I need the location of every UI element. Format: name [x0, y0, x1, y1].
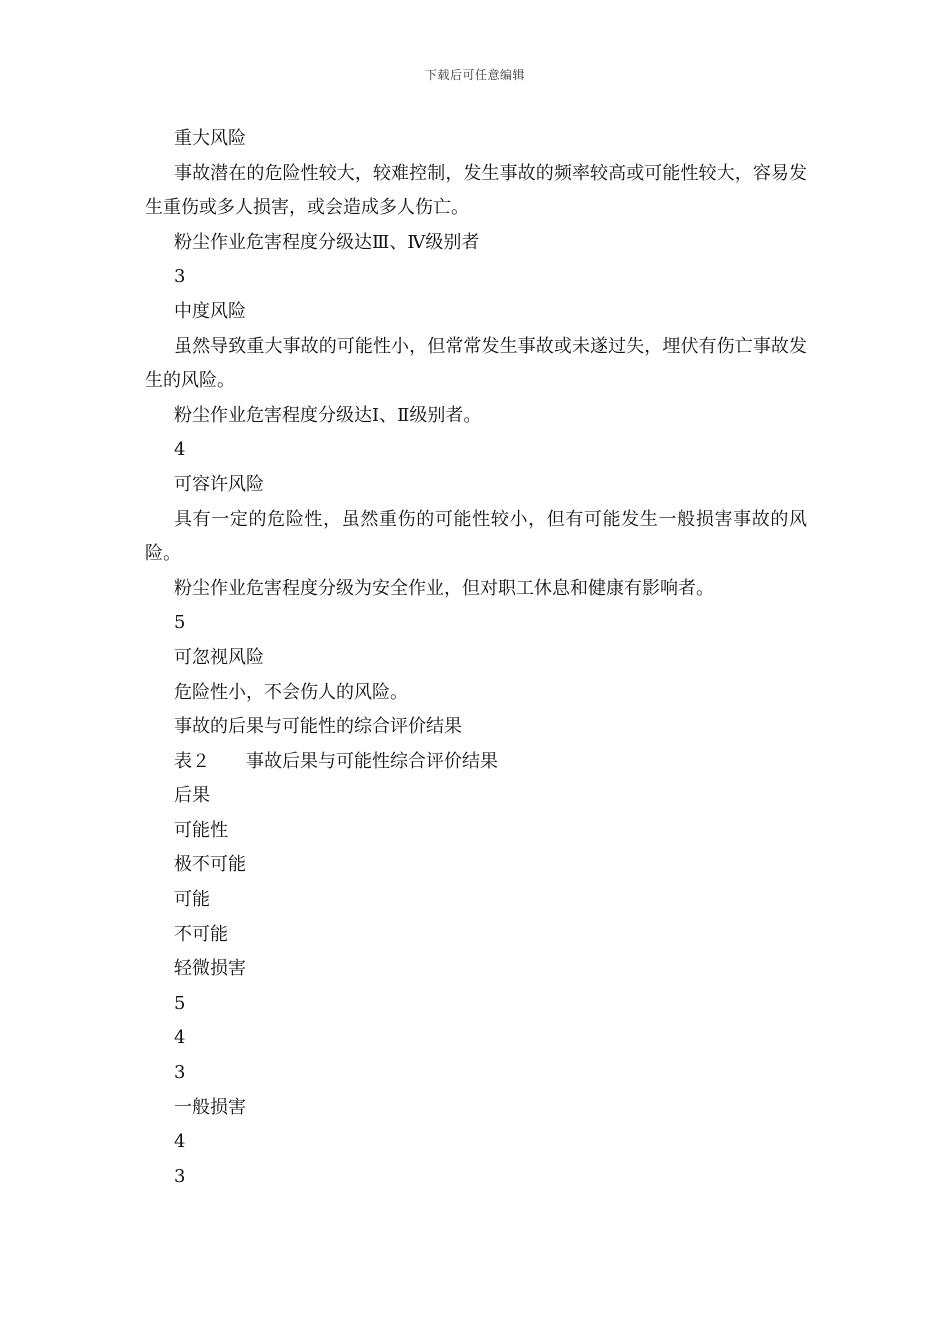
paragraph-level-2-title: 重大风险: [174, 128, 246, 149]
paragraph-section-heading: 事故的后果与可能性的综合评价结果: [174, 716, 462, 738]
paragraph-level-4-description: 具有一定的危险性，虽然重伤的可能性较小，但有可能发生一般损害事故的风险。: [145, 508, 807, 565]
paragraph-level-5-description: 危险性小，不会伤人的风险。: [174, 681, 408, 703]
paragraph-level-2-dust: 粉尘作业危害程度分级达Ⅲ、Ⅳ级别者: [174, 231, 480, 253]
table-cell-value: 3: [174, 1062, 186, 1084]
paragraph-level-4-number: 4: [174, 439, 186, 461]
table-cell-very-unlikely: 极不可能: [174, 854, 246, 876]
paragraph-level-5-title: 可忽视风险: [174, 646, 264, 668]
table-cell-value: 3: [174, 1165, 186, 1187]
paragraph-level-3-title: 中度风险: [174, 300, 246, 322]
table-cell-general-harm: 一般损害: [174, 1096, 246, 1118]
table-cell-value: 5: [174, 992, 186, 1014]
table-cell-unlikely: 不可能: [174, 923, 228, 945]
table-cell-value: 4: [174, 1131, 186, 1153]
table-cell-likely: 可能: [174, 889, 210, 911]
table-caption: 表２ 事故后果与可能性综合评价结果: [174, 750, 498, 772]
table-cell-value: 4: [174, 1027, 186, 1049]
table-cell-likelihood-header: 可能性: [174, 819, 228, 841]
table-cell-consequence-header: 后果: [174, 785, 210, 807]
page-header: 下载后可任意编辑: [424, 68, 525, 82]
paragraph-level-4-dust: 粉尘作业危害程度分级为安全作业，但对职工休息和健康有影响者。: [174, 577, 714, 599]
table-cell-minor-harm: 轻微损害: [174, 958, 246, 980]
paragraph-level-3-number: 3: [174, 266, 186, 288]
paragraph-level-4-title: 可容许风险: [174, 473, 264, 495]
document-body: [145, 122, 807, 1194]
paragraph-level-3-description: 虽然导致重大事故的可能性小，但常常发生事故或未遂过失，埋伏有伤亡事故发生的风险。: [145, 335, 807, 392]
paragraph-level-3-dust: 粉尘作业危害程度分级达Ⅰ、Ⅱ级别者。: [174, 404, 482, 426]
paragraph-level-5-number: 5: [174, 612, 186, 634]
paragraph-level-2-description: 事故潜在的危险性较大，较难控制，发生事故的频率较高或可能性较大，容易发生重伤或多人损害，或会造成多人伤亡。: [145, 162, 807, 219]
